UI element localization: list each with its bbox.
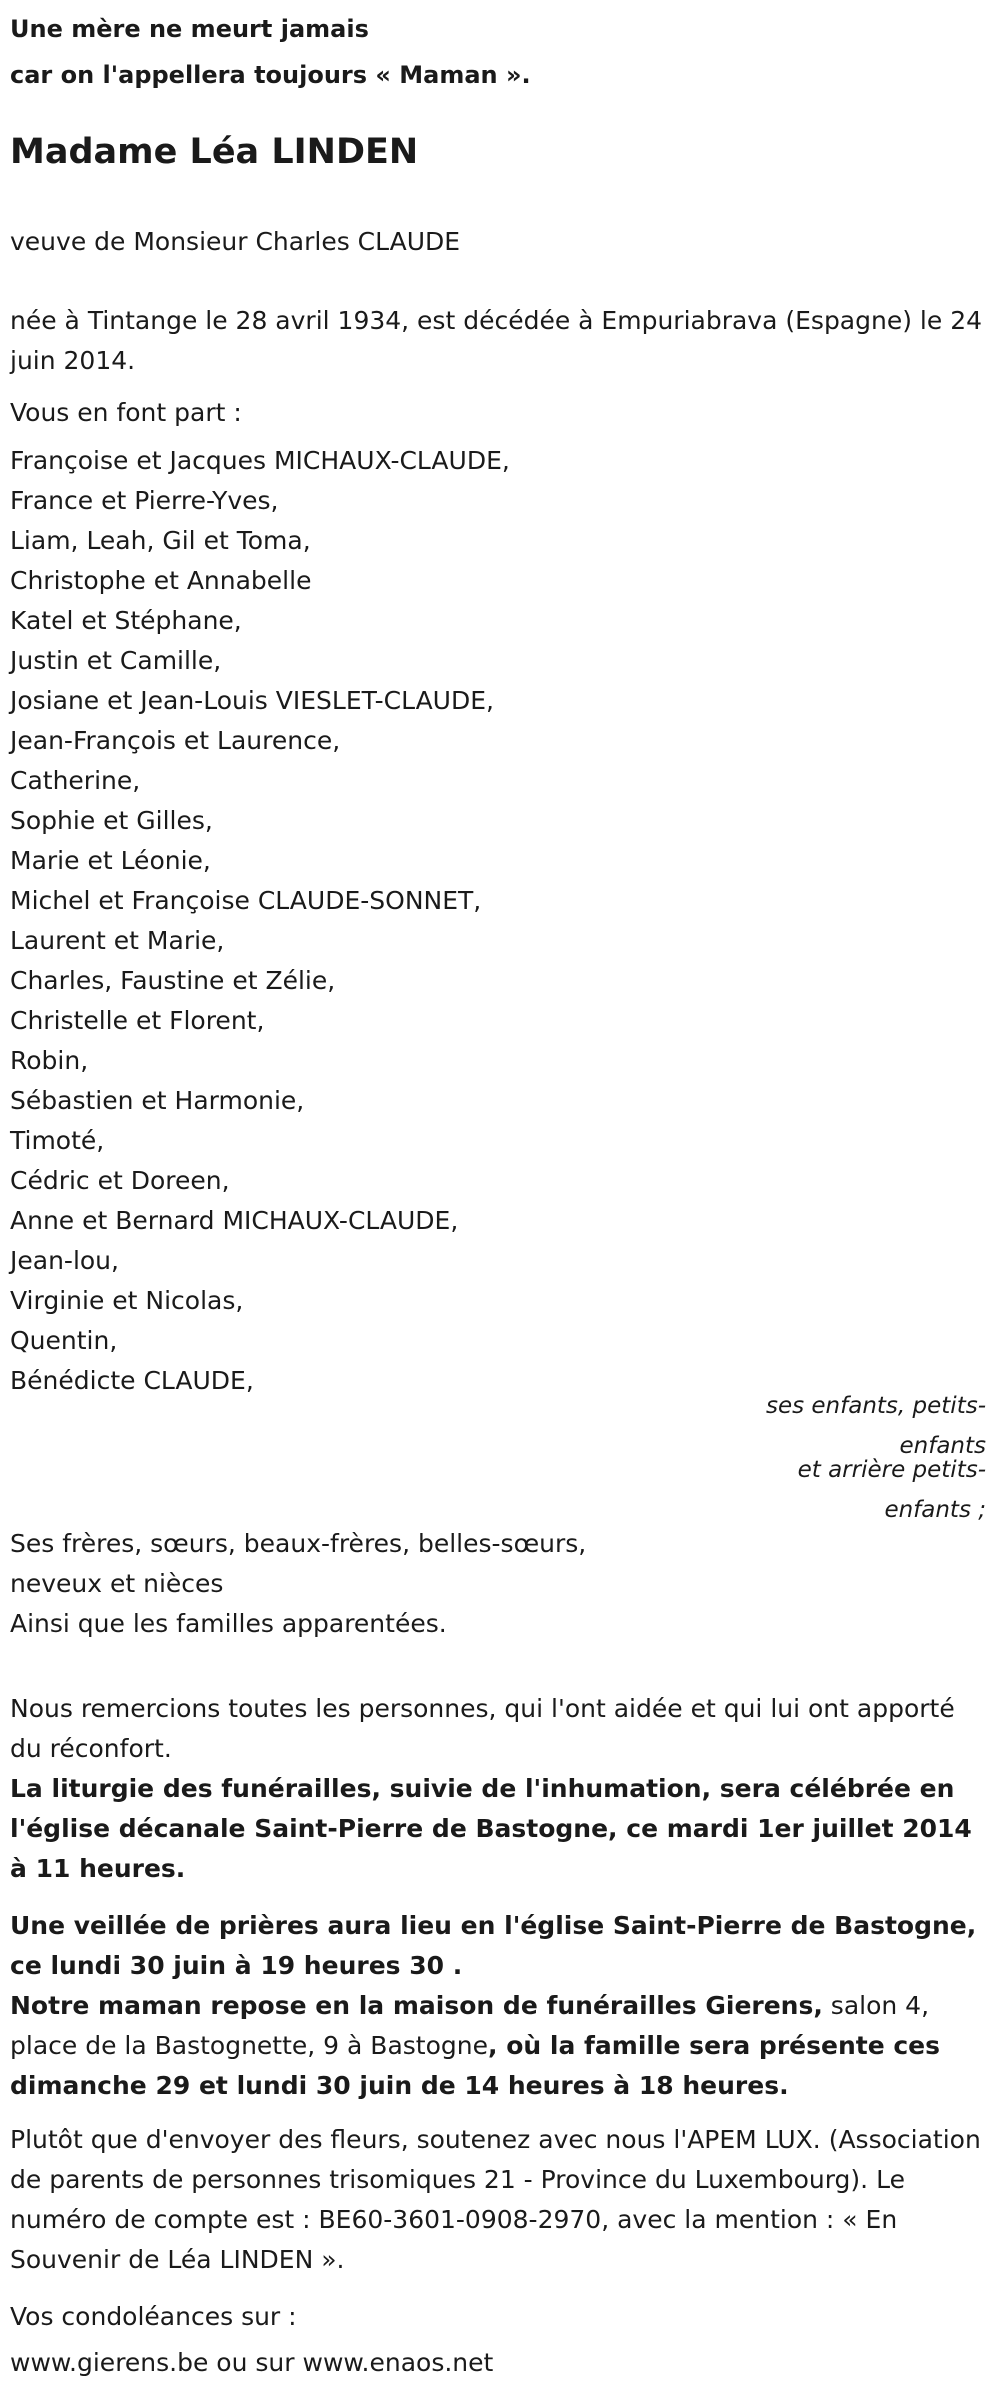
relative-line: Liam, Leah, Gil et Toma,: [10, 526, 311, 555]
relative-line: Sébastien et Harmonie,: [10, 1086, 305, 1115]
epigraph-line-2: car on l'appellera toujours « Maman ».: [10, 61, 531, 89]
relative-line: Bénédicte CLAUDE,: [10, 1366, 254, 1395]
relative-line: Josiane et Jean-Louis VIESLET-CLAUDE,: [10, 686, 494, 715]
relative-line: Laurent et Marie,: [10, 926, 225, 955]
donation-paragraph: Plutôt que d'envoyer des fleurs, soutenez avec nous l'APEM LUX. (Association de parents de personnes trisomiques 21 - Province du Luxembourg). Le numéro de compte est : BE60-3601-0908-2970, avec la mention : « En Souvenir de Léa LINDEN ».: [10, 2125, 981, 2274]
epigraph: [10, 6, 988, 98]
signature-line-2: et arrière petits-enfants ;: [797, 1457, 986, 1523]
relative-line: Marie et Léonie,: [10, 846, 211, 875]
extended-family: [10, 1524, 988, 1644]
relative-line: Robin,: [10, 1046, 89, 1075]
thanks-paragraph: Nous remercions toutes les personnes, qui l'ont aidée et qui lui ont apporté du réconfort.: [10, 1694, 955, 1763]
announcement-intro: Vous en font part :: [10, 398, 242, 427]
relative-line: Quentin,: [10, 1326, 118, 1355]
relative-line: Christophe et Annabelle: [10, 566, 312, 595]
relative-line: Charles, Faustine et Zélie,: [10, 966, 336, 995]
condolences-label: Vos condoléances sur :: [10, 2302, 297, 2331]
relative-line: Sophie et Gilles,: [10, 806, 213, 835]
relative-line: Jean-lou,: [10, 1246, 119, 1275]
epigraph-line-1: Une mère ne meurt jamais: [10, 15, 369, 43]
relative-line: Françoise et Jacques MICHAUX-CLAUDE,: [10, 446, 510, 475]
relative-line: Timoté,: [10, 1126, 105, 1155]
condolences-links[interactable]: www.gierens.be ou sur www.enaos.net: [10, 2348, 494, 2377]
relative-line: Catherine,: [10, 766, 141, 795]
widow-line: veuve de Monsieur Charles CLAUDE: [10, 227, 461, 256]
relative-line: Anne et Bernard MICHAUX-CLAUDE,: [10, 1206, 459, 1235]
funeral-liturgy: La liturgie des funérailles, suivie de l'inhumation, sera célébrée en l'église décanale Saint-Pierre de Bastogne, ce mardi 1er juillet 2014 à 11 heures.: [10, 1774, 972, 1883]
relative-line: Cédric et Doreen,: [10, 1166, 230, 1195]
repose-part-3: , où la famille sera présente ces dimanche 29 et lundi 30 juin de 14 heures à 18 heures.: [10, 2031, 941, 2100]
relative-line: France et Pierre-Yves,: [10, 486, 279, 515]
relative-line: Michel et Françoise CLAUDE-SONNET,: [10, 886, 482, 915]
relatives-list: [10, 441, 988, 1401]
relative-line: Christelle et Florent,: [10, 1006, 265, 1035]
signature-line-1: ses enfants, petits-enfants: [765, 1393, 986, 1459]
extended-family-line-3: Ainsi que les familles apparentées.: [10, 1609, 447, 1638]
deceased-name: Madame Léa LINDEN: [10, 132, 419, 172]
relative-line: Jean-François et Laurence,: [10, 726, 341, 755]
relative-line: Justin et Camille,: [10, 646, 222, 675]
relative-line: Katel et Stéphane,: [10, 606, 242, 635]
relative-line: Virginie et Nicolas,: [10, 1286, 244, 1315]
extended-family-line-1: Ses frères, sœurs, beaux-frères, belles-sœurs,: [10, 1529, 587, 1558]
birth-death-line: née à Tintange le 28 avril 1934, est décédée à Empuriabrava (Espagne) le 24 juin 2014.: [10, 306, 983, 375]
funeral-home-info: [10, 1986, 988, 2106]
repose-part-1: Notre maman repose en la maison de funérailles Gierens,: [10, 1991, 823, 2020]
repose-part-2: salon 4, place de la Bastognette, 9 à Bastogne: [10, 1991, 930, 2060]
prayer-vigil: Une veillée de prières aura lieu en l'église Saint-Pierre de Bastogne, ce lundi 30 juin à 19 heures 30 .: [10, 1911, 977, 1980]
extended-family-line-2: neveux et nièces: [10, 1569, 224, 1598]
